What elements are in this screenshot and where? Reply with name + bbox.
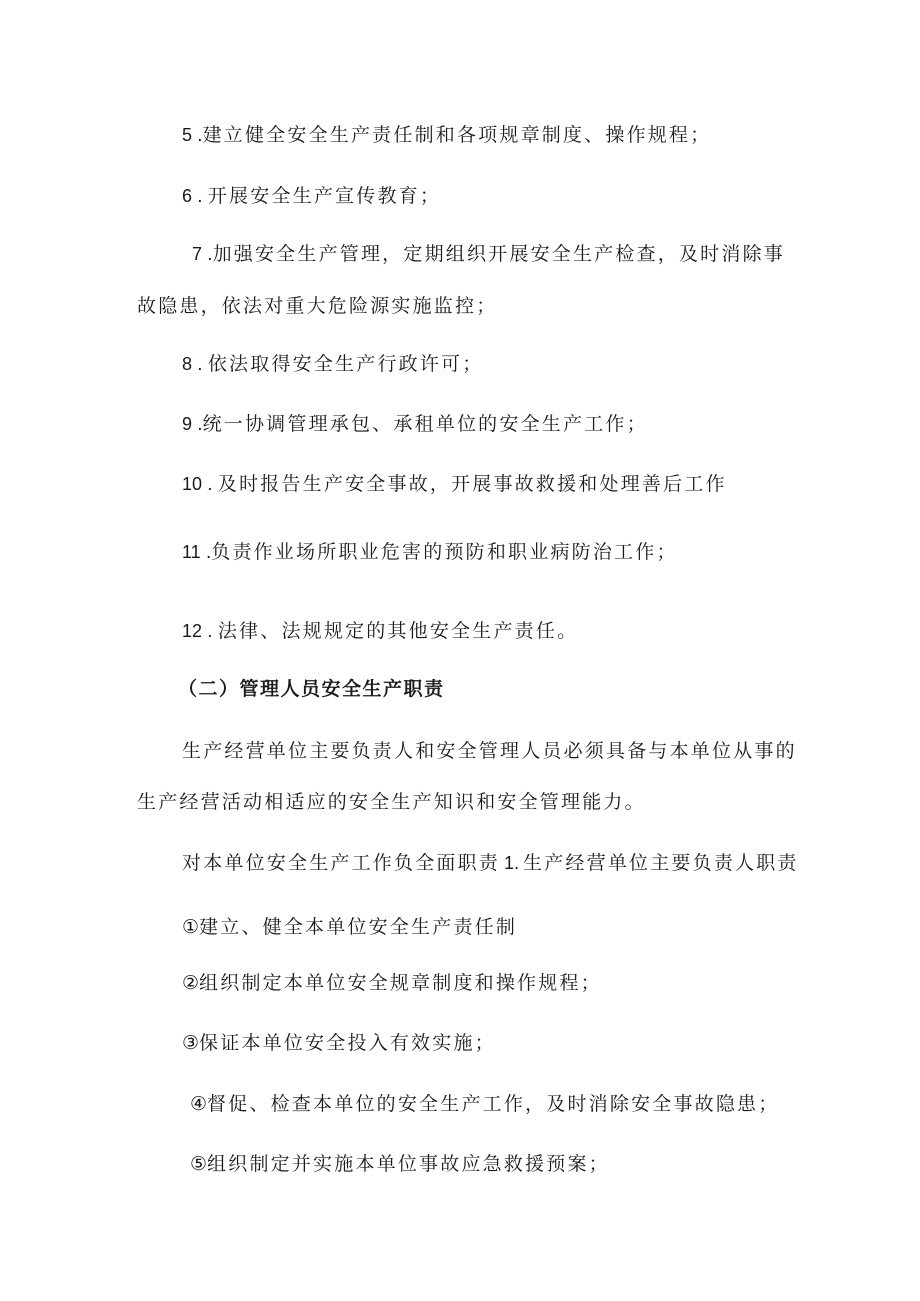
duty-item — [190, 1152, 610, 1176]
item-separator: . — [202, 474, 218, 495]
paragraph-line — [182, 851, 799, 875]
item-text: 开展安全生产宣传教育； — [207, 185, 442, 207]
list-item — [182, 472, 727, 497]
duty-text: 组织制定并实施本单位事故应急救援预案； — [207, 1153, 610, 1175]
duty-marker: ④ — [190, 1093, 208, 1115]
item-number: 10 — [182, 474, 203, 494]
duty-text: 督促、检查本单位的安全生产工作，及时消除安全事故隐患； — [207, 1093, 780, 1115]
item-number: 9 — [182, 414, 193, 434]
item-text: 加强安全生产管理，定期组织开展安全生产检查，及时消除事 — [212, 243, 785, 265]
list-item — [182, 540, 678, 565]
item-separator: . — [202, 244, 213, 265]
list-item — [182, 619, 578, 644]
list-item — [182, 352, 483, 377]
duty-item — [182, 1031, 496, 1055]
duty-text: 建立、健全本单位安全生产责任制 — [199, 916, 518, 938]
item-text: 依法取得安全生产行政许可； — [207, 353, 484, 375]
item-number: 5 — [182, 125, 193, 145]
item-number: 11 — [182, 542, 201, 562]
item-separator: . — [202, 621, 218, 642]
item-separator: . — [192, 186, 208, 207]
duty-item — [182, 971, 602, 995]
duty-text: 保证本单位安全投入有效实施； — [199, 1032, 496, 1054]
duty-item — [190, 1092, 779, 1116]
item-separator: . — [200, 542, 212, 563]
list-item — [182, 123, 711, 148]
list-item — [182, 184, 441, 209]
item-text: 及时报告生产安全事故，开展事故救援和处理善后工作 — [217, 473, 727, 495]
item-separator: . — [192, 354, 208, 375]
duty-item — [182, 915, 517, 939]
section-heading: （二）管理人员安全生产职责 — [178, 678, 445, 700]
item-text: 法律、法规规定的其他安全生产责任。 — [217, 620, 579, 642]
duty-marker: ⑤ — [190, 1153, 208, 1175]
list-item — [192, 242, 785, 267]
duty-marker: ② — [182, 972, 200, 994]
paragraph-line: 生产经营活动相适应的安全生产知识和安全管理能力。 — [137, 791, 646, 813]
item-text: 建立健全安全生产责任制和各项规章制度、操作规程； — [202, 124, 712, 146]
paragraph-text: 生产经营单位主要负责人职责 — [523, 852, 799, 874]
item-separator: . — [192, 414, 203, 435]
list-item-continuation — [137, 294, 497, 318]
duty-marker: ① — [182, 916, 200, 938]
paragraph-text: 对本单位安全生产工作负全面职责 — [182, 852, 501, 874]
item-number: 7 — [192, 244, 203, 264]
list-item — [182, 412, 648, 437]
paragraph-line: 生产经营单位主要负责人和安全管理人员必须具备与本单位从事的 — [182, 740, 797, 762]
duty-marker: ③ — [182, 1032, 200, 1054]
duty-text: 组织制定本单位安全规章制度和操作规程； — [199, 972, 602, 994]
item-number: 8 — [182, 354, 193, 374]
item-text: 负责作业场所职业危害的预防和职业病防治工作； — [211, 541, 678, 563]
item-text: 统一协调管理承包、承租单位的安全生产工作； — [202, 413, 648, 435]
subsection-number: 1. — [504, 853, 520, 873]
item-text: 故隐患，依法对重大危险源实施监控； — [137, 295, 498, 317]
item-separator: . — [192, 125, 203, 146]
item-number: 6 — [182, 186, 193, 206]
item-number: 12 — [182, 621, 203, 641]
